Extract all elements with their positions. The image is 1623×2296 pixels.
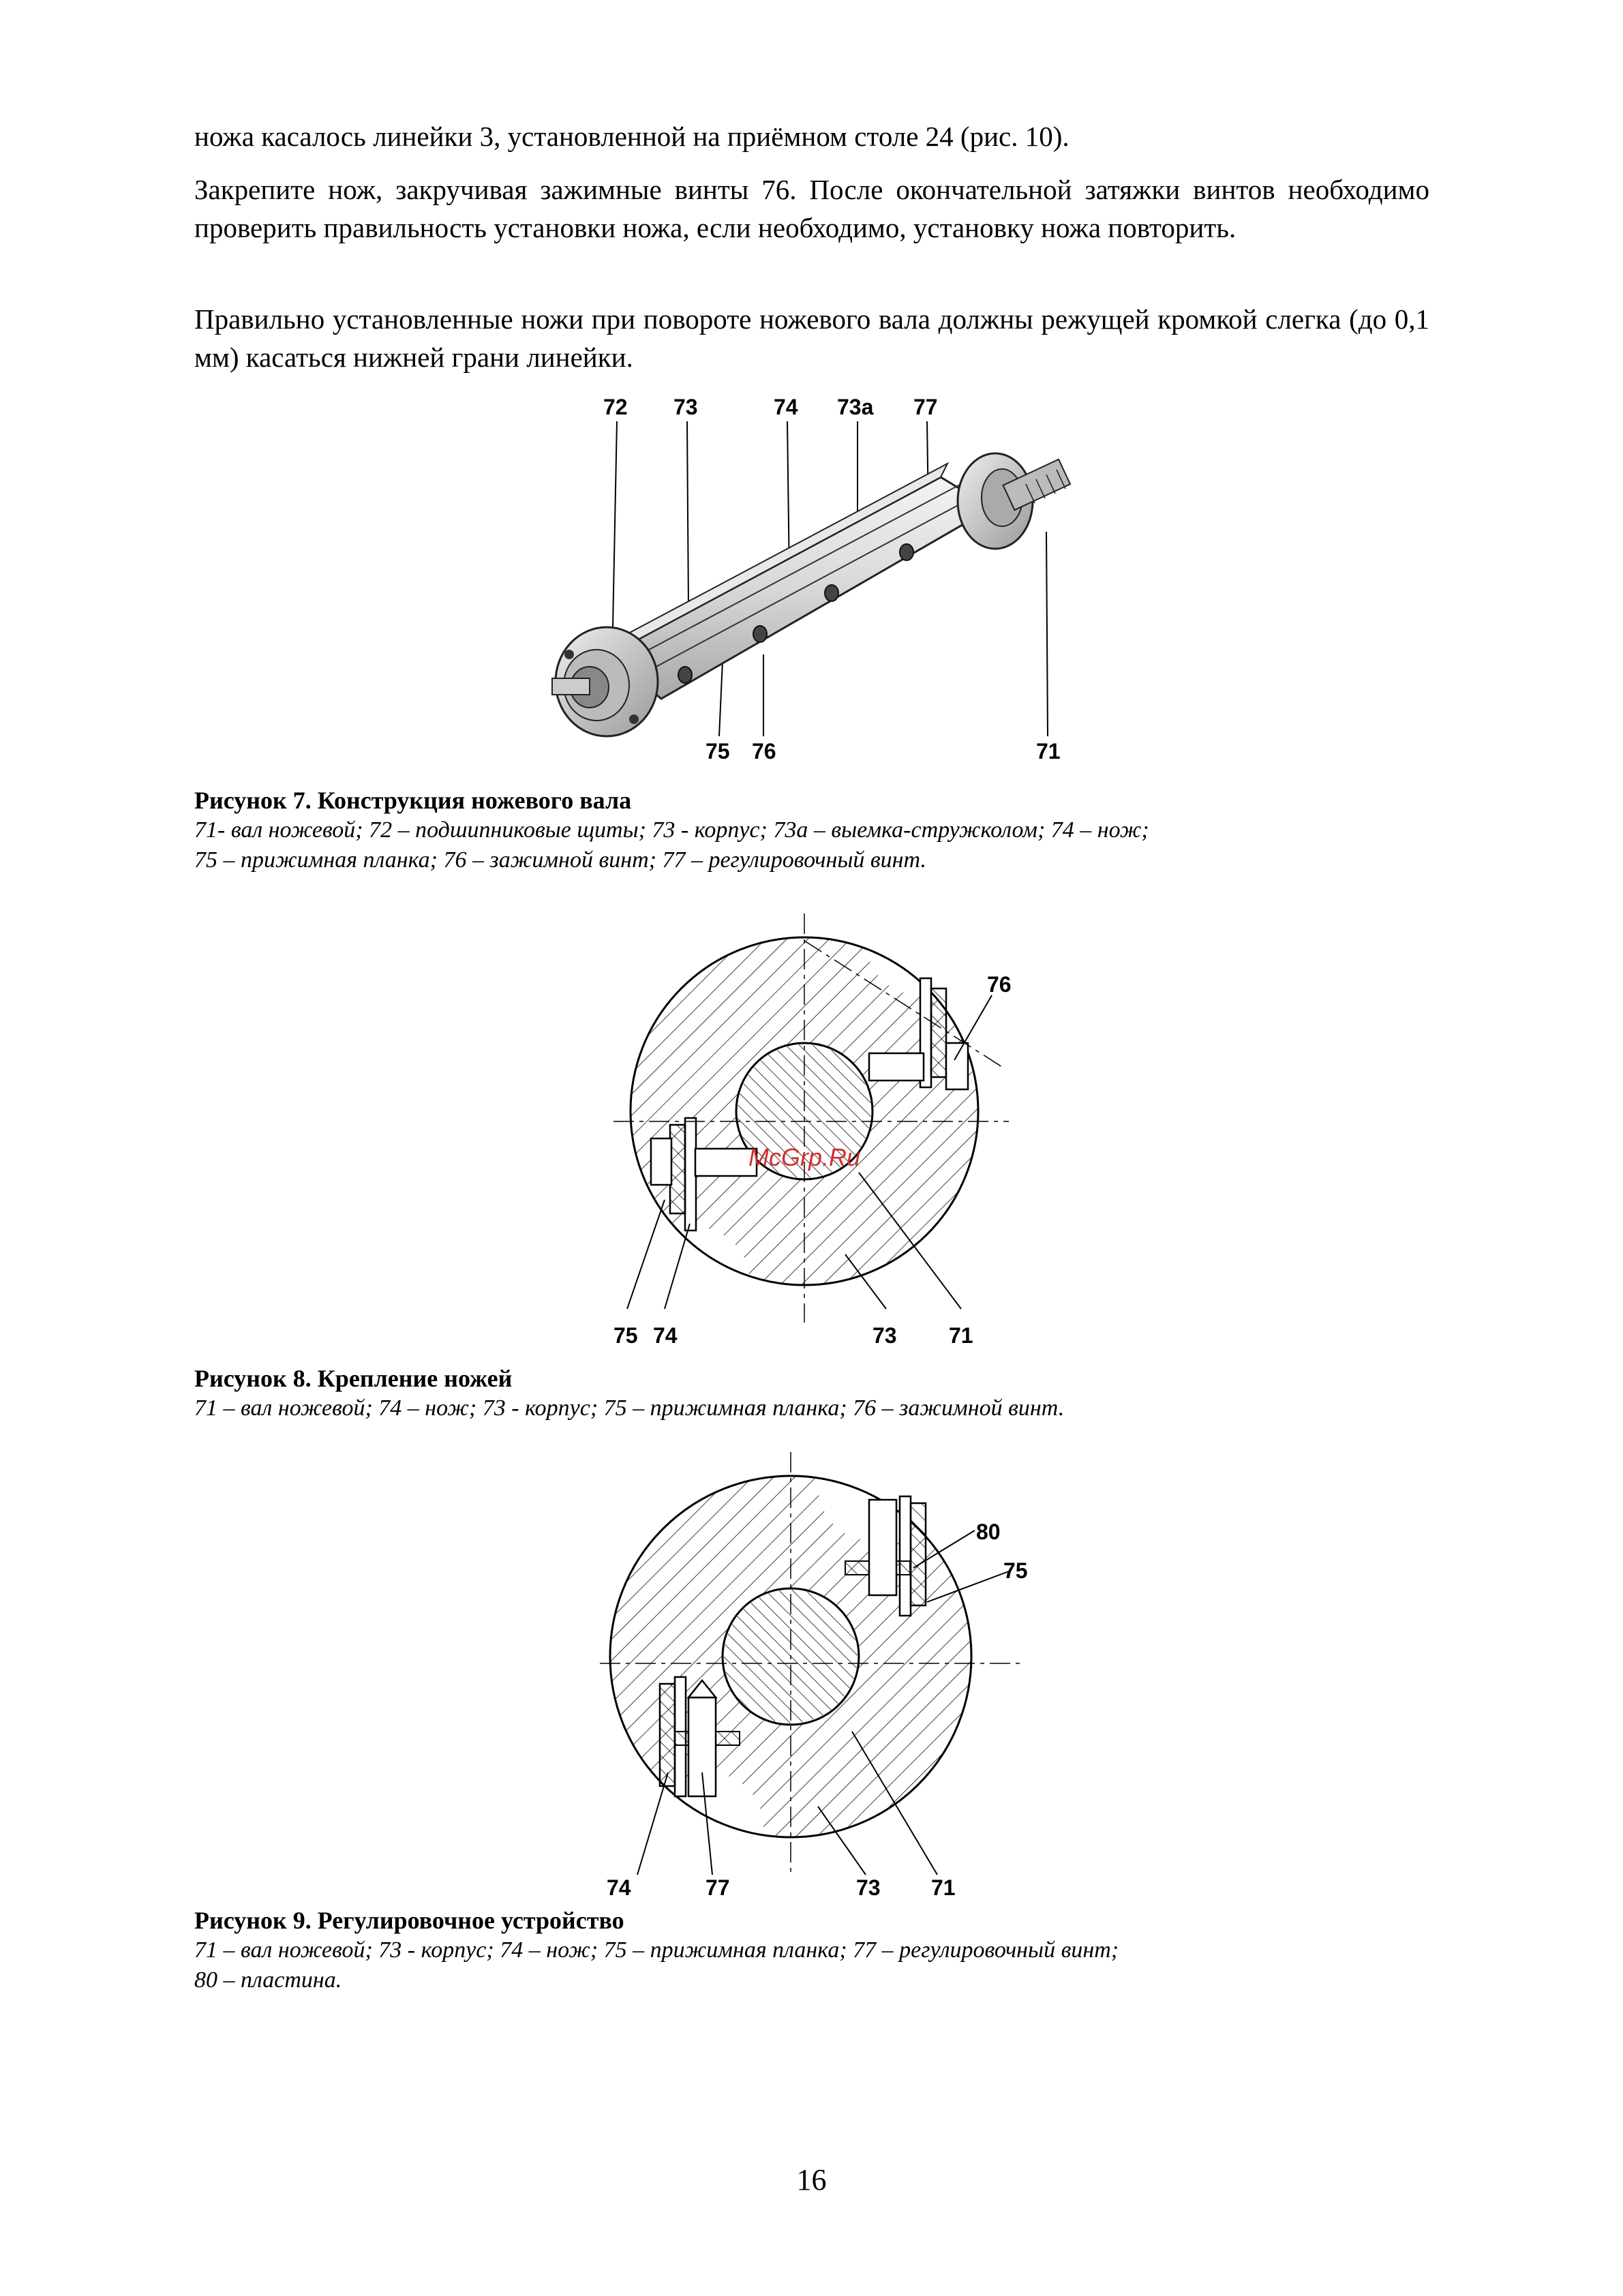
- fig9-label-74: 74: [607, 1875, 631, 1900]
- fig9-label-77: 77: [706, 1875, 730, 1900]
- paragraph-1: ножа касалось линейки 3, установленной на приёмном столе 24 (рис. 10).: [194, 121, 1070, 152]
- fig9-label-80: 80: [976, 1520, 1001, 1544]
- figure-7-knife-shaft-drawing: [532, 382, 1132, 777]
- fig8-label-71: 71: [949, 1323, 973, 1348]
- figure-9-adjustment-device-drawing: [586, 1452, 1036, 1902]
- fig7-label-71: 71: [1036, 739, 1061, 764]
- fig9-label-73: 73: [856, 1875, 881, 1900]
- fig8-label-76: 76: [987, 972, 1012, 997]
- page-number: 16: [796, 2163, 827, 2196]
- fig7-label-72: 72: [603, 395, 628, 419]
- watermark: McGrp.Ru: [748, 1143, 861, 1171]
- figure-7-caption-line-2: 75 – прижимная планка; 76 – зажимной винт; 77 – регулировочный винт.: [194, 847, 926, 873]
- fig8-label-73: 73: [873, 1323, 897, 1348]
- figure-9-caption-line-1: 71 – вал ножевой; 73 - корпус; 74 – нож; 75 – прижимная планка; 77 – регулировочный винт;: [194, 1937, 1119, 1963]
- fig7-label-75: 75: [706, 739, 730, 764]
- fig8-label-74: 74: [653, 1323, 678, 1348]
- figure-7-caption-line-1: 71- вал ножевой; 72 – подшипниковые щиты; 73 - корпус; 73а – выемка-стружколом; 74 – нож;: [194, 817, 1149, 843]
- fig7-label-74: 74: [774, 395, 798, 419]
- paragraph-2: Закрепите нож, закручивая зажимные винты 76. После окончательной затяжки винтов необходимо проверить правильность установки ножа, если необходимо, установку ножа повторить.: [194, 174, 1429, 243]
- paragraph-3: Правильно установленные ножи при повороте ножевого вала должны режущей кромкой слегка (до 0,1 мм) касаться нижней грани линейки.: [194, 303, 1429, 373]
- fig9-label-75: 75: [1003, 1558, 1028, 1583]
- figure-9-title: Рисунок 9. Регулировочное устройство: [194, 1907, 624, 1934]
- fig7-label-73: 73: [673, 395, 698, 419]
- fig8-label-75: 75: [613, 1323, 638, 1348]
- figure-8-caption-line-1: 71 – вал ножевой; 74 – нож; 73 - корпус; 75 – прижимная планка; 76 – зажимной винт.: [194, 1395, 1065, 1421]
- figure-7-title: Рисунок 7. Конструкция ножевого вала: [194, 787, 632, 814]
- figure-8-knife-fastening-drawing: [600, 913, 1022, 1363]
- fig7-label-76: 76: [752, 739, 776, 764]
- fig7-label-73a: 73а: [837, 395, 874, 419]
- figure-8-title: Рисунок 8. Крепление ножей: [194, 1365, 513, 1392]
- figure-9-caption-line-2: 80 – пластина.: [194, 1967, 342, 1993]
- fig9-label-71: 71: [931, 1875, 956, 1900]
- fig7-label-77: 77: [913, 395, 938, 419]
